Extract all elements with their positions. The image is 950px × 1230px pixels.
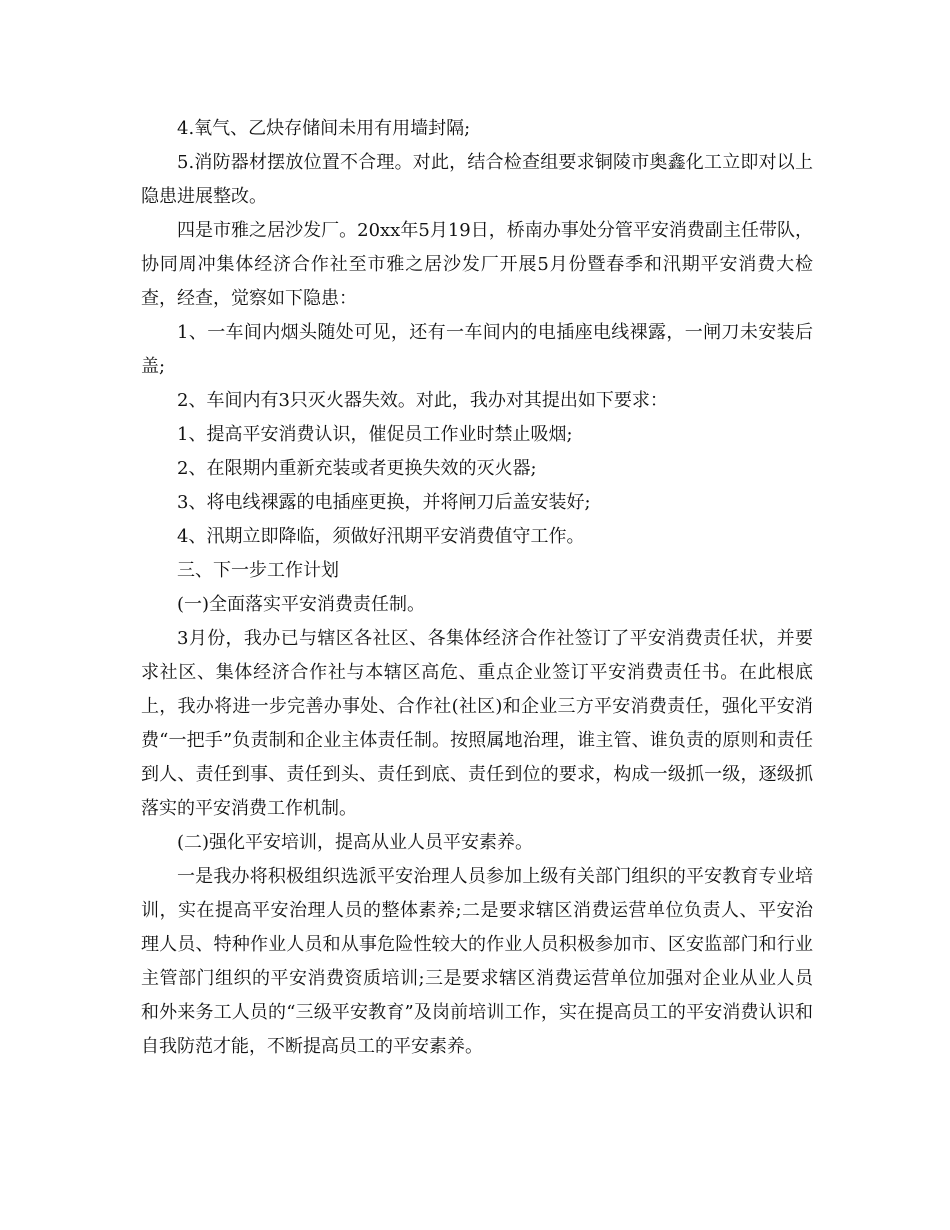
paragraph-fire-equipment-placement: 5.消防器材摆放位置不合理。对此，结合检查组要求铜陵市奥鑫化工立即对以上隐患进展整改。 bbox=[141, 152, 813, 207]
document-body bbox=[141, 112, 813, 1064]
paragraph-responsibility-details: 3月份，我办已与辖区各社区、各集体经济合作社签订了平安消费责任状，并要求社区、集体经济合作社与本辖区高危、重点企业签订平安消费责任书。在此根底上，我办将进一步完善办事处、合作社(社区)和企业三方平安消费责任，强化平安消费“一把手”负责制和企业主体责任制。按照属地治理，谁主管、谁负责的原则和责任到人、责任到事、责任到头、责任到底、责任到位的要求，构成一级抓一级，逐级抓落实的平安消费工作机制。 bbox=[141, 628, 813, 819]
paragraph-sofa-factory-inspection: 四是市雅之居沙发厂。20xx年5月19日，桥南办事处分管平安消费副主任带队，协同周冲集体经济合作社至市雅之居沙发厂开展5月份暨春季和汛期平安消费大检查，经查，觉察如下隐患： bbox=[141, 220, 813, 309]
paragraph-hazard-1: 1、一车间内烟头随处可见，还有一车间内的电插座电线裸露，一闸刀未安装后盖; bbox=[141, 322, 813, 377]
paragraph-oxygen-acetylene-storage: 4.氧气、乙炔存储间未用有用墙封隔; bbox=[177, 118, 471, 139]
subheading-responsibility-system: (一)全面落实平安消费责任制。 bbox=[177, 594, 426, 615]
paragraph-training-details: 一是我办将积极组织选派平安治理人员参加上级有关部门组织的平安教育专业培训，实在提高平安治理人员的整体素养;二是要求辖区消费运营单位负责人、平安治理人员、特种作业人员和从事危险性较大的作业人员积极参加市、区安监部门和行业主管部门组织的平安消费资质培训;三是要求辖区消费运营单位加强对企业从业人员和外来务工人员的“三级平安教育”及岗前培训工作，实在提高员工的平安消费认识和自我防范才能，不断提高员工的平安素养。 bbox=[141, 866, 813, 1057]
section-heading-next-steps: 三、下一步工作计划 bbox=[177, 560, 339, 581]
paragraph-hazard-2: 2、车间内有3只灭火器失效。对此，我办对其提出如下要求： bbox=[177, 390, 668, 411]
subheading-safety-training: (二)强化平安培训，提高从业人员平安素养。 bbox=[177, 832, 534, 853]
paragraph-requirement-2: 2、在限期内重新充装或者更换失效的灭火器; bbox=[177, 458, 537, 479]
paragraph-requirement-1: 1、提高平安消费认识，催促员工作业时禁止吸烟; bbox=[177, 424, 573, 445]
paragraph-requirement-4: 4、汛期立即降临，须做好汛期平安消费值守工作。 bbox=[177, 526, 585, 547]
paragraph-requirement-3: 3、将电线裸露的电插座更换，并将闸刀后盖安装好; bbox=[177, 492, 591, 513]
